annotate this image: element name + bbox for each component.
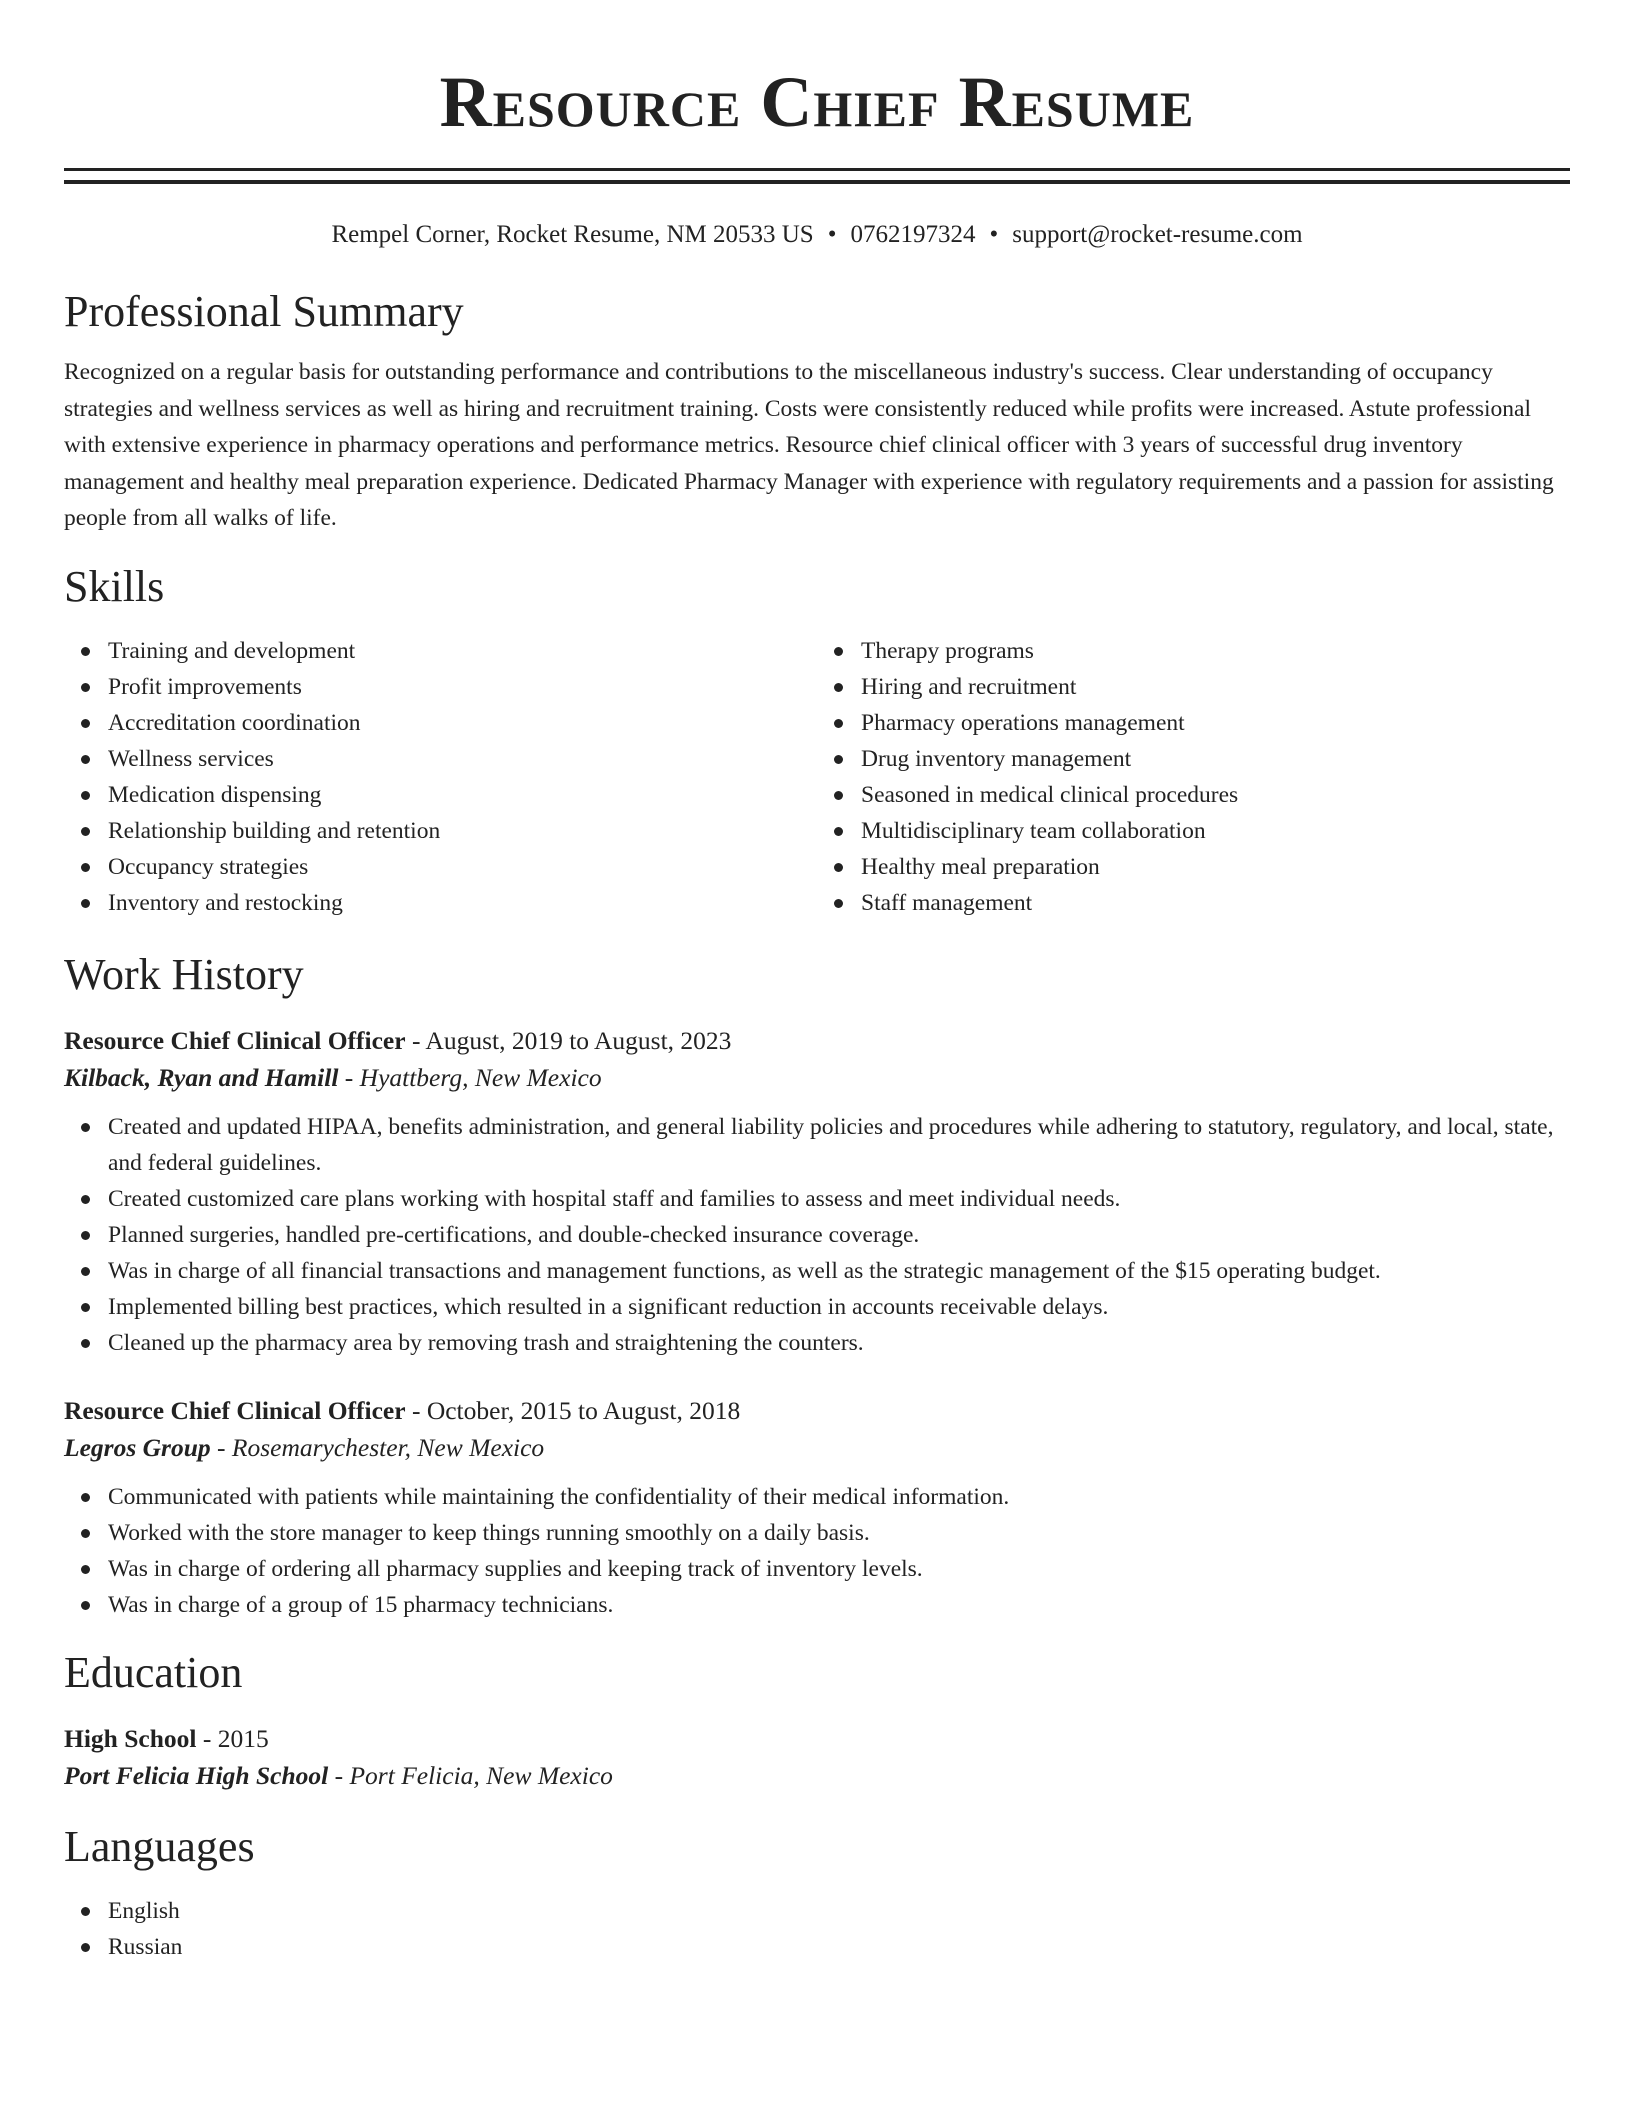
- education-heading: Education: [64, 1647, 243, 1697]
- skill-item: Staff management: [861, 885, 1570, 921]
- skills-list-left: [64, 633, 817, 921]
- resume-page: [64, 0, 1570, 1965]
- job-company-line: Legros Group - Rosemarychester, New Mexico: [64, 1432, 545, 1462]
- skills-heading: Skills: [64, 561, 165, 611]
- education-degree: High School: [64, 1723, 197, 1753]
- language-item: Russian: [108, 1929, 1570, 1965]
- title-divider: [64, 168, 1570, 184]
- job-duty: Implemented billing best practices, which resulted in a significant reduction in accounts receivable delays.: [108, 1289, 1570, 1325]
- contact-line: [64, 220, 1570, 250]
- skills-list-right: [817, 633, 1570, 921]
- skill-item: Profit improvements: [108, 669, 817, 705]
- job-duty: Communicated with patients while maintaining the confidentiality of their medical information.: [108, 1479, 1570, 1515]
- job-company: Legros Group: [64, 1432, 211, 1462]
- skill-item: Seasoned in medical clinical procedures: [861, 777, 1570, 813]
- work-history-heading: Work History: [64, 949, 304, 999]
- job-duties-list: [64, 1109, 1570, 1361]
- job-duty: Created and updated HIPAA, benefits administration, and general liability policies and procedures while adhering to statutory, regulatory, and local, state, and federal guidelines.: [108, 1109, 1570, 1181]
- skill-item: Therapy programs: [861, 633, 1570, 669]
- skill-item: Drug inventory management: [861, 741, 1570, 777]
- job-location: Rosemarychester, New Mexico: [231, 1432, 545, 1462]
- skill-item: Hiring and recruitment: [861, 669, 1570, 705]
- contact-phone: 0762197324: [850, 221, 976, 248]
- summary-heading: Professional Summary: [64, 287, 464, 336]
- resume-title: Resource Chief Resume: [439, 62, 1195, 142]
- skill-item: Medication dispensing: [108, 777, 817, 813]
- job-location: Hyattberg, New Mexico: [359, 1062, 602, 1092]
- job-duty: Was in charge of a group of 15 pharmacy technicians.: [108, 1587, 1570, 1623]
- job-dates: October, 2015 to August, 2018: [426, 1395, 741, 1425]
- job-title: Resource Chief Clinical Officer: [64, 1395, 406, 1425]
- job-dates: August, 2019 to August, 2023: [425, 1025, 732, 1055]
- skill-item: Accreditation coordination: [108, 705, 817, 741]
- skills-grid: [64, 633, 1570, 921]
- job-entry: [64, 1393, 1570, 1623]
- contact-address: Rempel Corner, Rocket Resume, NM 20533 US: [331, 221, 814, 248]
- job-title-line: Resource Chief Clinical Officer - August, 2019 to August, 2023: [64, 1025, 732, 1055]
- summary-text: Recognized on a regular basis for outstanding performance and contributions to the miscellaneous industry's success. Clear understanding of occupancy strategies and wellness services as well as hiring and recruitment training. Costs were consistently reduced while profits were increased. Astute professional with extensive experience in pharmacy operations and performance metrics. Resource chief clinical officer with 3 years of successful drug inventory management and healthy meal preparation experience. Dedicated Pharmacy Manager with experience with regulatory requirements and a passion for assisting people from all walks of life.: [64, 359, 1554, 531]
- job-duty: Cleaned up the pharmacy area by removing trash and straightening the counters.: [108, 1325, 1570, 1361]
- languages-heading: Languages: [64, 1821, 255, 1871]
- skill-item: Occupancy strategies: [108, 849, 817, 885]
- job-duty: Was in charge of all financial transactions and management functions, as well as the strategic management of the $15 operating budget.: [108, 1253, 1570, 1289]
- job-duty: Created customized care plans working with hospital staff and families to assess and meet individual needs.: [108, 1181, 1570, 1217]
- education-school: Port Felicia High School: [64, 1760, 329, 1790]
- job-duty: Worked with the store manager to keep things running smoothly on a daily basis.: [108, 1515, 1570, 1551]
- language-item: English: [108, 1893, 1570, 1929]
- contact-email: support@rocket-resume.com: [1012, 221, 1303, 248]
- job-company-line: Kilback, Ryan and Hamill - Hyattberg, New Mexico: [64, 1062, 602, 1092]
- contact-separator: •: [827, 221, 837, 248]
- education-school-line: Port Felicia High School - Port Felicia, New Mexico: [64, 1760, 613, 1790]
- skill-item: Healthy meal preparation: [861, 849, 1570, 885]
- job-duty: Was in charge of ordering all pharmacy supplies and keeping track of inventory levels.: [108, 1551, 1570, 1587]
- languages-list: [64, 1893, 1570, 1965]
- job-company: Kilback, Ryan and Hamill: [64, 1062, 339, 1092]
- job-duties-list: [64, 1479, 1570, 1623]
- skill-item: Relationship building and retention: [108, 813, 817, 849]
- skill-item: Pharmacy operations management: [861, 705, 1570, 741]
- contact-separator: •: [989, 221, 999, 248]
- skill-item: Multidisciplinary team collaboration: [861, 813, 1570, 849]
- job-title-line: Resource Chief Clinical Officer - October, 2015 to August, 2018: [64, 1395, 741, 1425]
- education-year: 2015: [217, 1723, 269, 1753]
- education-location: Port Felicia, New Mexico: [349, 1760, 613, 1790]
- skill-item: Inventory and restocking: [108, 885, 817, 921]
- job-entry: [64, 1023, 1570, 1361]
- skill-item: Training and development: [108, 633, 817, 669]
- education-degree-line: High School - 2015: [64, 1723, 269, 1753]
- job-duty: Planned surgeries, handled pre-certifications, and double-checked insurance coverage.: [108, 1217, 1570, 1253]
- job-title: Resource Chief Clinical Officer: [64, 1025, 406, 1055]
- skill-item: Wellness services: [108, 741, 817, 777]
